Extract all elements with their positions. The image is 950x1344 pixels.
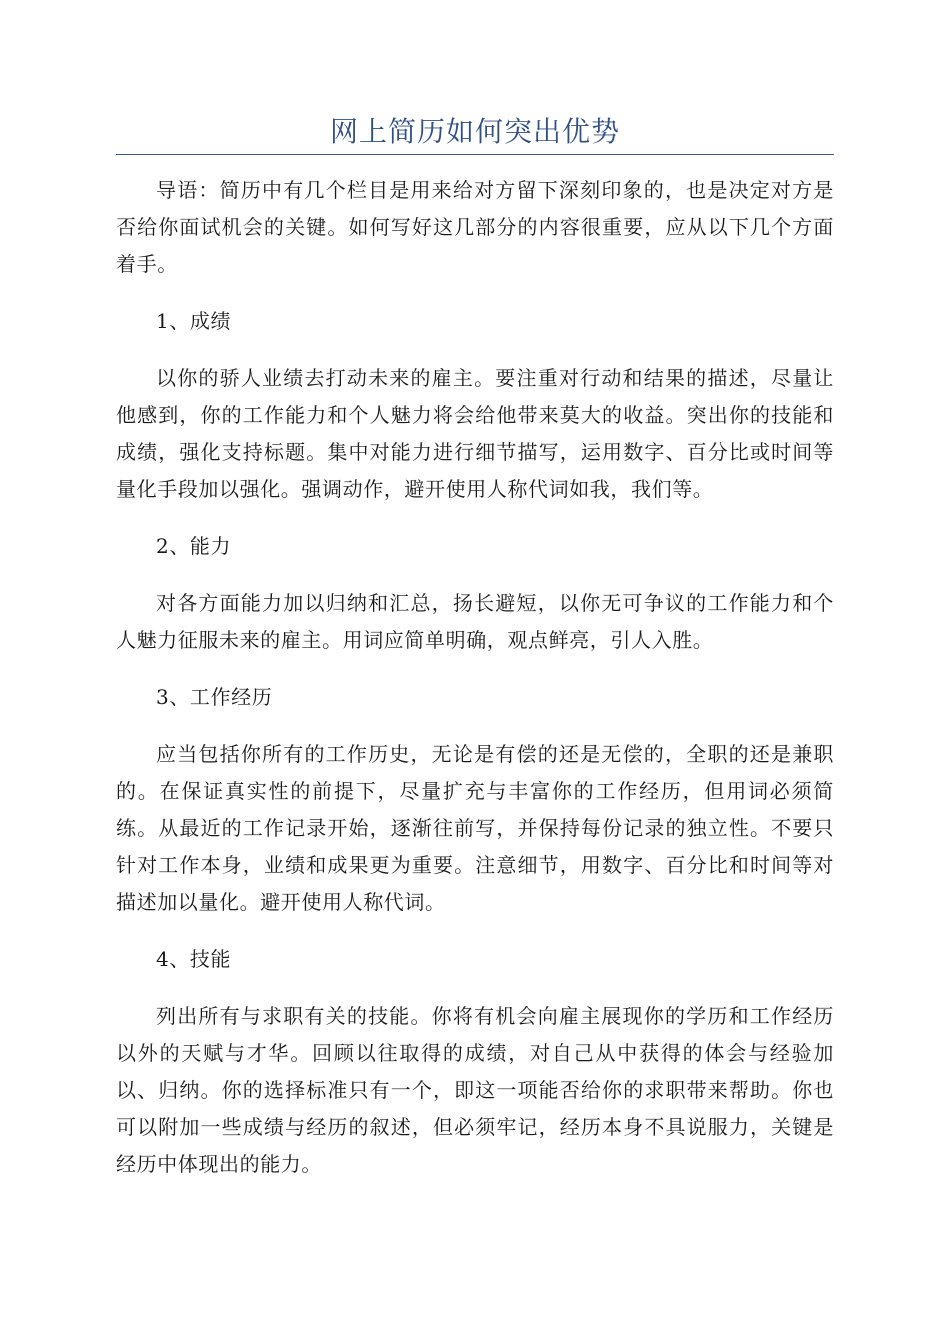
section-paragraph: 应当包括你所有的工作历史，无论是有偿的还是无偿的，全职的还是兼职的。在保证真实性的前提下，尽量扩充与丰富你的工作经历，但用词必须简练。从最近的工作记录开始，逐渐往前写，并保持每份记录的独立性。不要只针对工作本身，业绩和成果更为重要。注意细节，用数字、百分比和时间等对描述加以量化。避开使用人称代词。 <box>116 742 834 914</box>
section-heading: 4、技能 <box>156 947 232 971</box>
document-title: 网上简历如何突出优势 <box>329 115 620 148</box>
section-paragraph: 列出所有与求职有关的技能。你将有机会向雇主展现你的学历和工作经历以外的天赋与才华。回顾以往取得的成绩，对自己从中获得的体会与经验加以、归纳。你的选择标准只有一个，即这一项能否给你的求职带来帮助。你也可以附加一些成绩与经历的叙述，但必须牢记，经历本身不具说服力，关键是经历中体现出的能力。 <box>116 1004 834 1176</box>
document-body <box>116 172 834 1203</box>
section-heading: 3、工作经历 <box>156 685 273 709</box>
section-heading: 1、成绩 <box>156 309 232 333</box>
section-paragraph: 对各方面能力加以归纳和汇总，扬长避短，以你无可争议的工作能力和个人魅力征服未来的雇主。用词应简单明确，观点鲜亮，引人入胜。 <box>116 591 834 652</box>
intro-paragraph: 导语：简历中有几个栏目是用来给对方留下深刻印象的，也是决定对方是否给你面试机会的关键。如何写好这几部分的内容很重要，应从以下几个方面着手。 <box>116 178 834 276</box>
section-paragraph: 以你的骄人业绩去打动未来的雇主。要注重对行动和结果的描述，尽量让他感到，你的工作能力和个人魅力将会给他带来莫大的收益。突出你的技能和成绩，强化支持标题。集中对能力进行细节描写，运用数字、百分比或时间等量化手段加以强化。强调动作，避开使用人称代词如我，我们等。 <box>116 366 834 501</box>
section-heading: 2、能力 <box>156 534 232 558</box>
title-underline <box>116 154 834 155</box>
